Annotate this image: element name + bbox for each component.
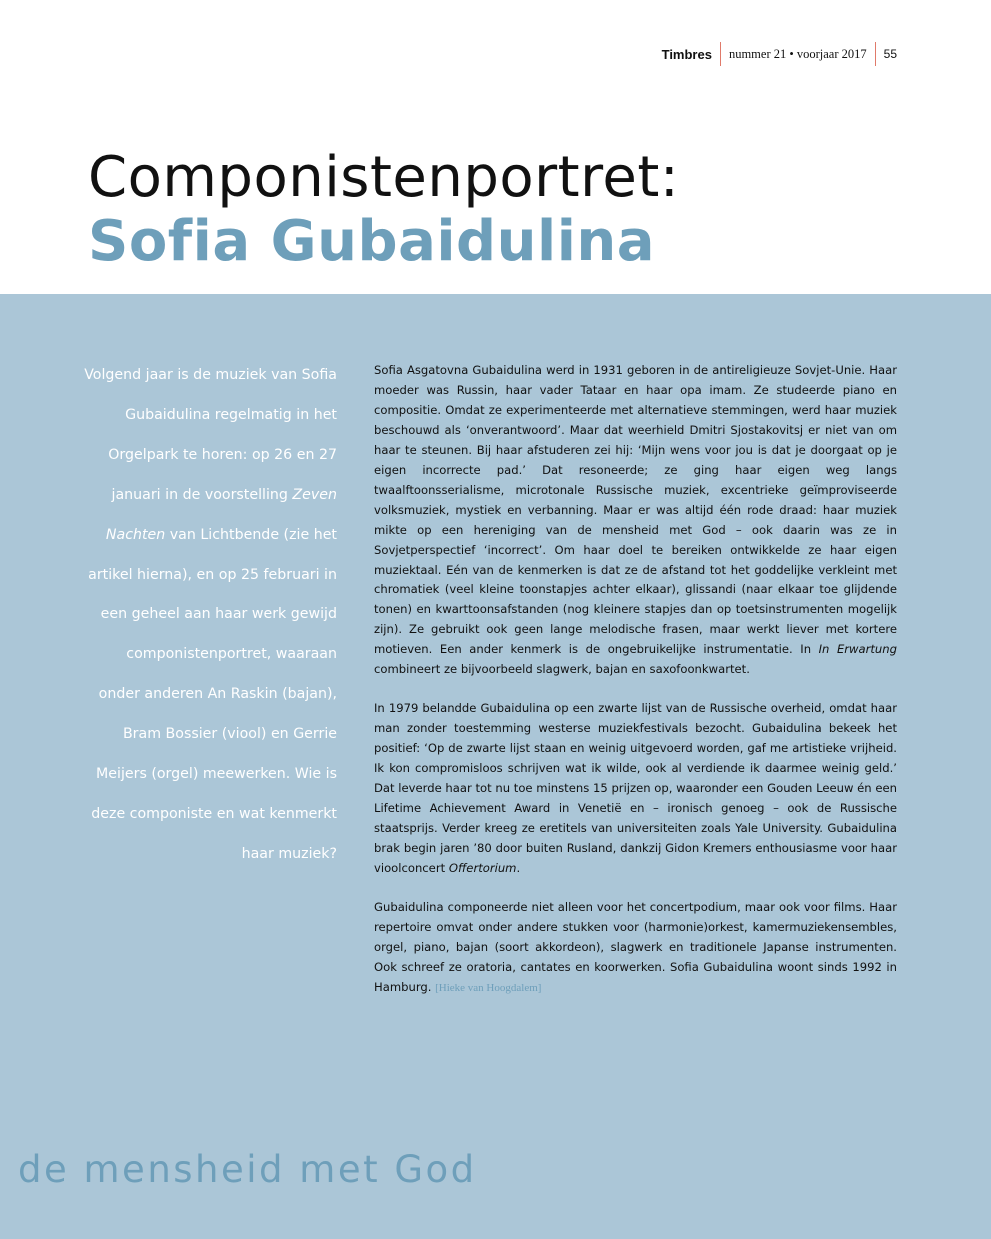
paragraph-2-text-a: In 1979 belandde Gubaidulina op een zwarte lijst van de Russische overheid, omdat haar man zonder toestemming westerse muziekfestivals bezocht. Gubaidulina bekeek het positief: ‘Op de zwarte lijst staan en weinig uitgevoerd worden, gaf me artistieke vrijheid. Ik kon compromisloos schrijven wat ik wilde, ook al verdiende ik daarmee weinig geld.’ Dat leverde haar tot nu toe minstens 15 prijzen op, waaronder een Gouden Leeuw én een Lifetime Achievement Award in Venetië en – ironisch genoeg – ook de Russische staatsprijs. Verder kreeg ze eretitels van universiteiten zoals Yale University. Gubaidulina brak begin jaren ’80 door buiten Rusland, dankzij Gidon Kremers enthousiasme voor haar vioolconcert [374,701,897,875]
work-title-in-erwartung: In Erwartung [818,642,897,657]
title-line-2: Sofia Gubaidulina [88,209,656,274]
paragraph-1-text-a: Sofia Asgatovna Gubaidulina werd in 1931 geboren in de antireligieuze Sovjet-Unie. Haar moeder was Russin, haar vader Tataar en haar opa imam. Ze studeerde piano en compositie. Omdat ze experimenteerde met alternatieve stemmingen, werd haar muziek beschouwd als ‘onverantwoord’. Maar dat weerhield Dmitri Sjostakovitsj er niet van om haar te steunen. Bij haar afstuderen zei hij: ‘Mijn wens voor jou is dat je doorgaat op je eigen incorrecte pad.’ Dat resoneerde; ze ging haar eigen weg langs twaalftoonsserialisme, microtonale Russische muziek, excentrieke geïmproviseerde volksmuziek, mystiek en verbanning. Maar er was altijd één rode draad: haar muziek mikte op een hereniging van de mensheid met God – ook daarin was ze in Sovjetperspectief ‘incorrect’. Om haar doel te bereiken ontwikkelde ze haar eigen muziektaal. Eén van de kenmerken is dat ze de afstand tot het goddelijke verkleint met chromatiek (veel kleine toonstapjes achter elkaar), glissandi (naar elkaar toe glijdende tonen) en kwarttoonsafstanden (nog kleinere stapjes dan op toetsinstrumenten mogelijk zijn). Ze gebruikt ook geen lange melodische frasen, maar werkt liever met kortere motieven. Een ander kenmerk is de ongebruikelijke instrumentatie. In [374,363,897,657]
issue-info: nummer 21 • voorjaar 2017 [728,46,867,61]
header-separator-2 [875,42,876,66]
running-header [662,42,897,66]
paragraph-3-text: Gubaidulina componeerde niet alleen voor het concertpodium, maar ook voor films. Haar repertoire omvat onder andere stukken voor (harmonie)orkest, kamermuziekensembles, orgel, piano, bajan (soort akkordeon), slagwerk en traditionele Japanse instrumenten. Ook schreef ze oratoria, cantates en koorwerken. Sofia Gubaidulina woont sinds 1992 in Hamburg. [374,899,897,994]
paragraph-2-text-b: . [516,860,521,875]
magazine-name: Timbres [661,46,712,62]
page-number: 55 [883,47,897,61]
author-credit: [Hieke van Hoogdalem] [435,981,542,994]
article-body [374,361,897,1018]
paragraph-1-text-b: combineert ze bijvoorbeeld slagwerk, bajan en saxofoonkwartet. [374,662,750,677]
paragraph-1 [374,361,897,680]
paragraph-3 [374,898,897,999]
intro-lead [84,356,337,875]
intro-text-2: van Lichtbende (zie het artikel hierna), en op 25 februari in een geheel aan haar werk gewijd componistenportret, waaraan onder anderen An Raskin (bajan), Bram Bossier (viool) en Gerrie Meijers (orgel) meewerken. Wie is deze componiste en wat kenmerkt haar muziek? [88,526,337,862]
title-line-1: Componistenportret: [88,145,680,210]
paragraph-2 [374,699,897,879]
header-separator [720,42,721,66]
intro-text-1: Volgend jaar is de muziek van Sofia Gubaidulina regelmatig in het Orgelpark te horen: op 26 en 27 januari in de voorstelling [84,367,337,503]
intro-italic-title: Zeven Nachten [105,486,337,543]
article-title [88,146,679,274]
pull-quote-tagline: de mensheid met God [18,1148,477,1191]
work-title-offertorium: Offertorium [448,860,517,875]
